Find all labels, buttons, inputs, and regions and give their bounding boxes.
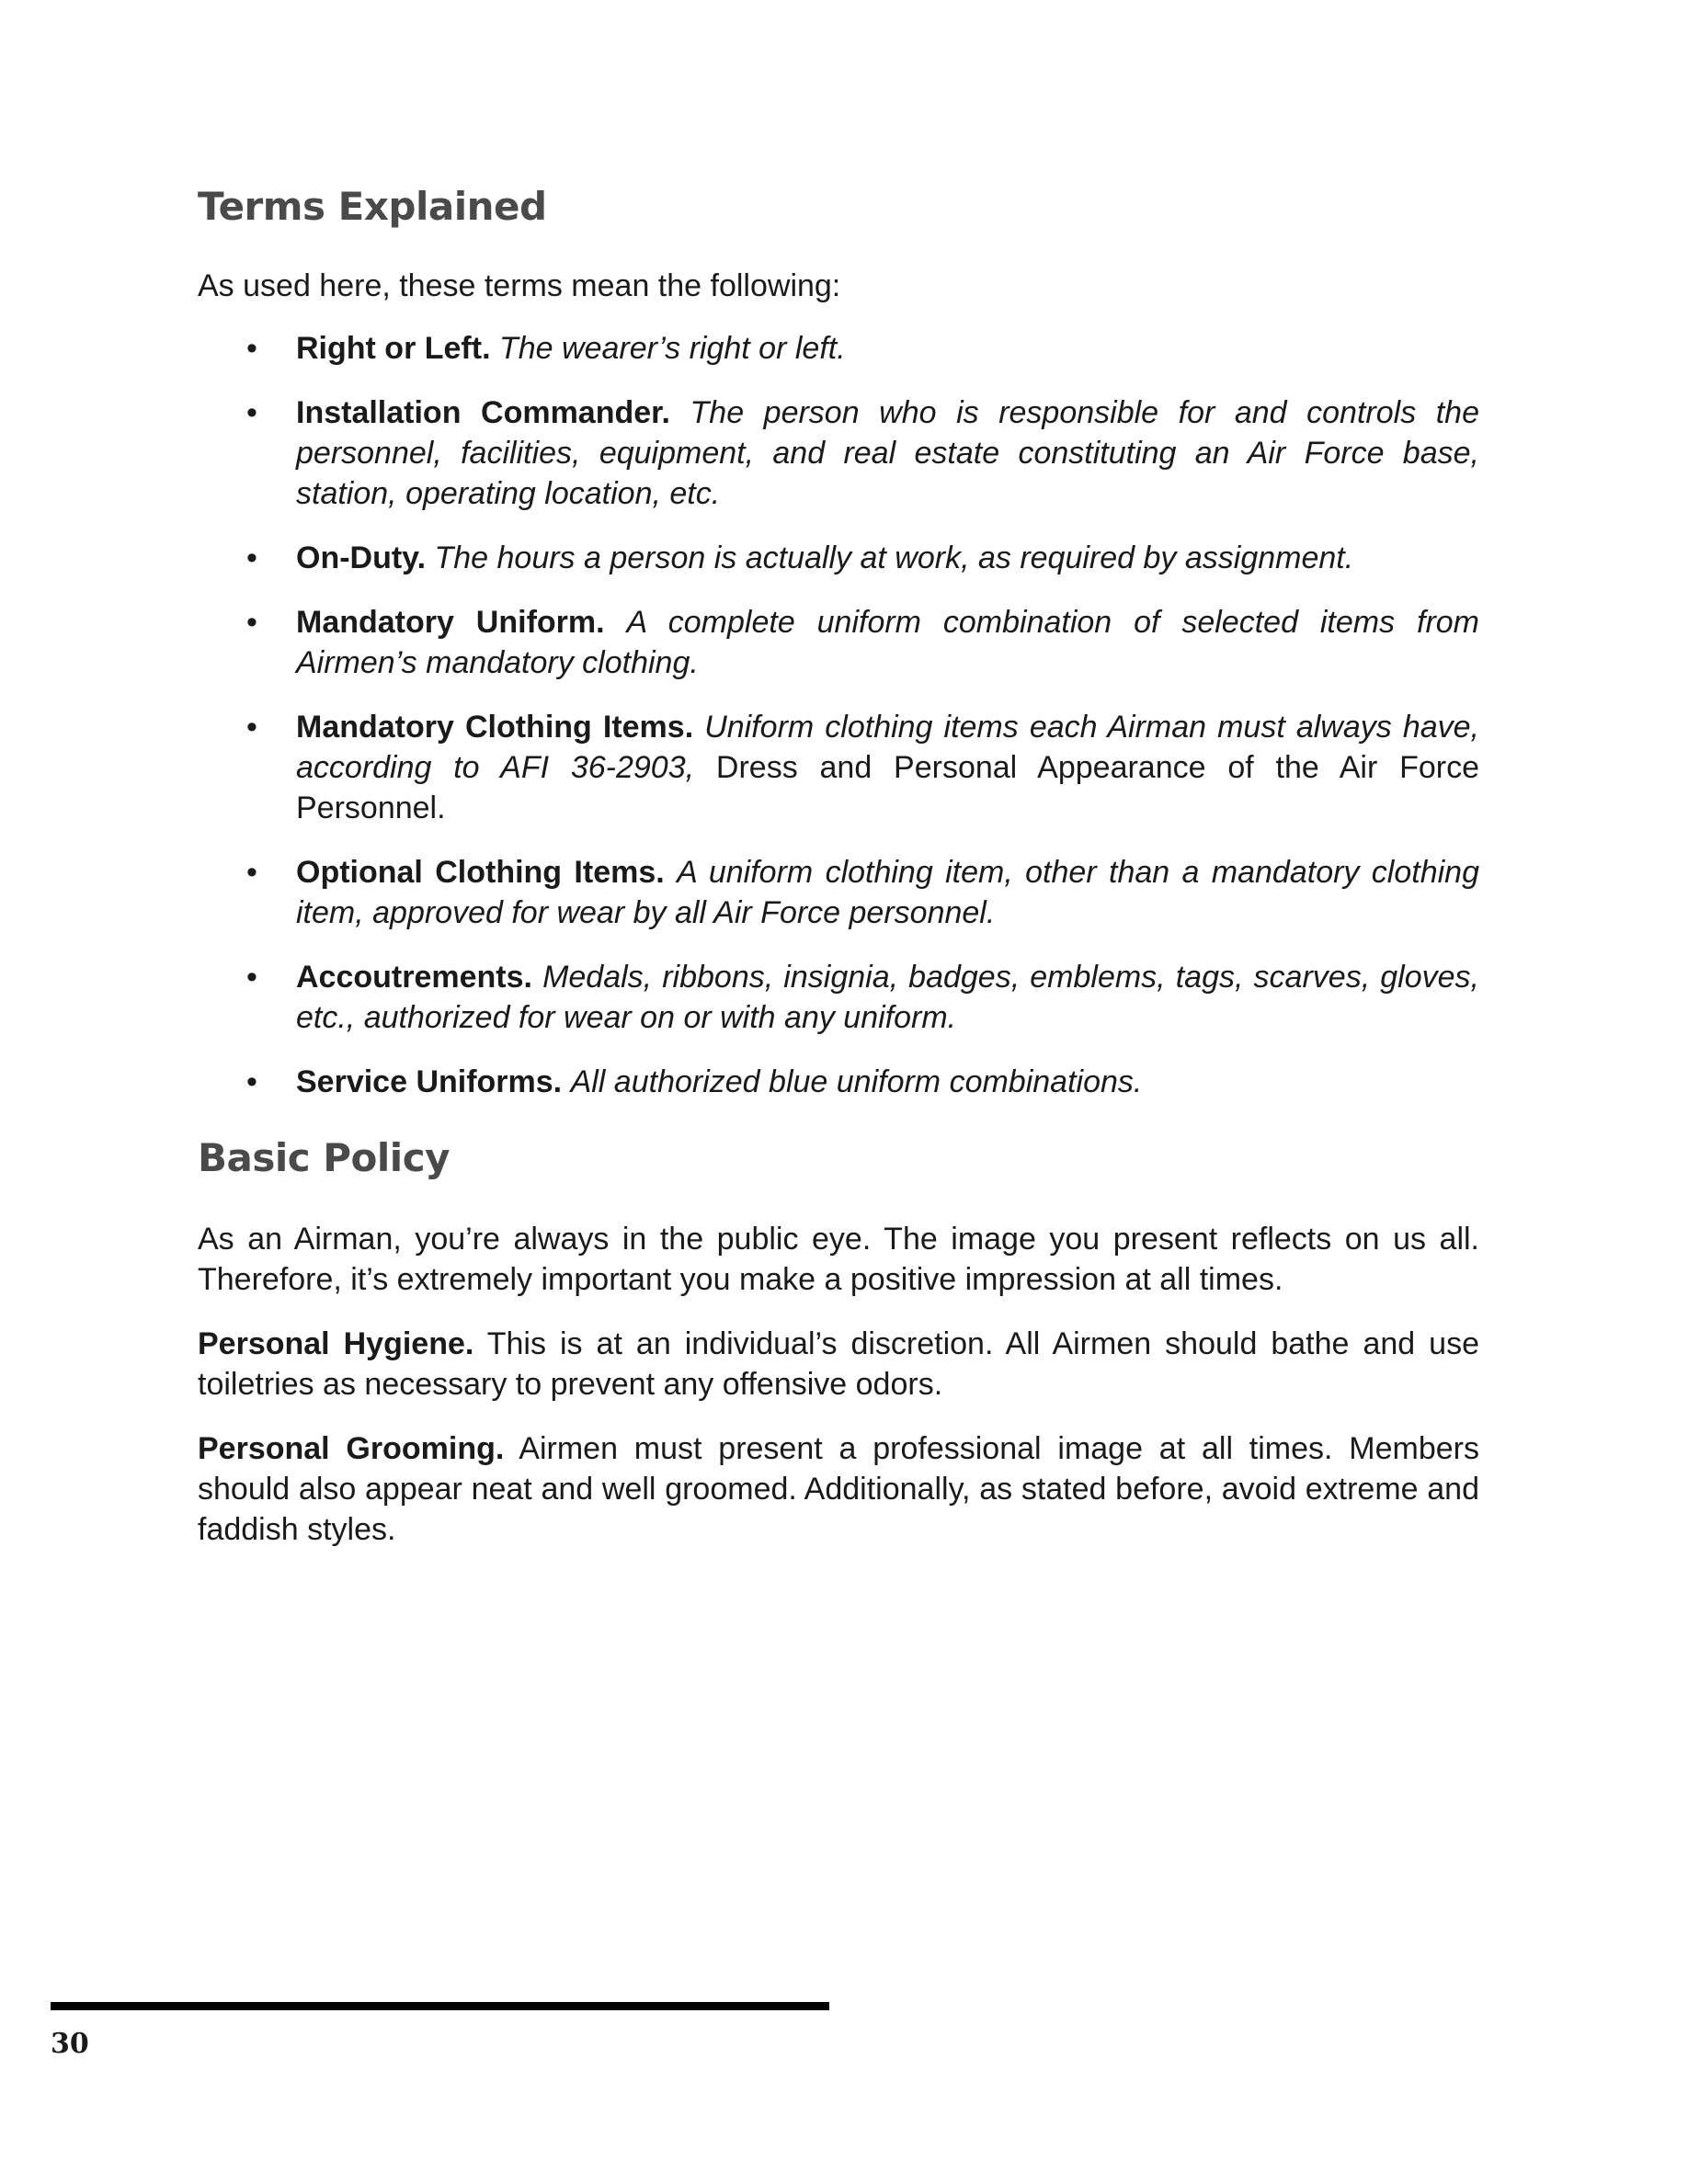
personal-hygiene-paragraph [198,1324,1479,1405]
paragraph-lead: Personal Grooming. [198,1431,505,1466]
term-label: Installation Commander. [296,395,670,430]
bullet: • [246,1064,257,1099]
term-label: Mandatory Clothing Items. [296,710,694,745]
bullet: • [246,855,257,890]
list-item [198,602,1479,683]
footer-rule [51,2002,829,2010]
personal-grooming-paragraph [198,1428,1479,1550]
term-label: Service Uniforms. [296,1064,563,1099]
paragraph-text: Airmen must present a professional image at all times. Members should also appear neat and well groomed. Additionally, as stated before, avoid extreme and faddish styles. [198,1431,1479,1547]
term-definition: A complete uniform combination of selected items from Airmen’s mandatory clothing. [296,605,1479,680]
bullet: • [246,605,257,640]
list-item [198,392,1479,514]
term-label: Accoutrements. [296,960,532,995]
term-definition: The hours a person is actually at work, as required by assignment. [434,540,1354,575]
terms-list [198,328,1479,1102]
terms-intro: As used here, these terms mean the following: [198,268,841,303]
list-item [198,707,1479,828]
bullet: • [246,960,257,995]
term-definition: A uniform clothing item, other than a mandatory clothing item, approved for wear by all Air Force personnel. [296,855,1479,930]
term-label: Optional Clothing Items. [296,855,665,890]
term-label: Right or Left. [296,331,491,366]
bullet: • [246,395,257,430]
paragraph-lead: Personal Hygiene. [198,1326,474,1361]
bullet: • [246,540,257,575]
basic-policy-heading: Basic Policy [198,1135,450,1180]
publication-title: Dress and Personal Appearance of the Air Force Personnel. [296,750,1479,825]
page-content [198,184,1479,1574]
term-definition: Medals, ribbons, insignia, badges, emblems, tags, scarves, gloves, etc., authorized for wear on or with any uniform. [296,960,1479,1035]
term-label: On-Duty. [296,540,427,575]
term-definition: All authorized blue uniform combinations. [570,1064,1143,1099]
term-definition: Uniform clothing items each Airman must always have, according to AFI 36-2903, [296,710,1479,785]
bullet: • [246,710,257,745]
page-number: 30 [51,2028,89,2060]
list-item [198,852,1479,933]
terms-explained-heading: Terms Explained [198,184,547,229]
basic-policy-intro: As an Airman, you’re always in the public eye. The image you present reflects on us all. Therefore, it’s extremely important you make a positive impression at all times. [198,1222,1479,1297]
list-item [198,1062,1479,1102]
list-item [198,957,1479,1038]
term-label: Mandatory Uniform. [296,605,605,640]
term-definition: The person who is responsible for and controls the personnel, facilities, equipment, and real estate constituting an Air Force base, station, operating location, etc. [296,395,1480,511]
term-definition: The wearer’s right or left. [498,331,846,366]
bullet: • [246,331,257,366]
list-item [198,328,1479,369]
paragraph-text: This is at an individual’s discretion. All Airmen should bathe and use toiletries as necessary to prevent any offensive odors. [198,1326,1479,1402]
list-item [198,538,1479,578]
